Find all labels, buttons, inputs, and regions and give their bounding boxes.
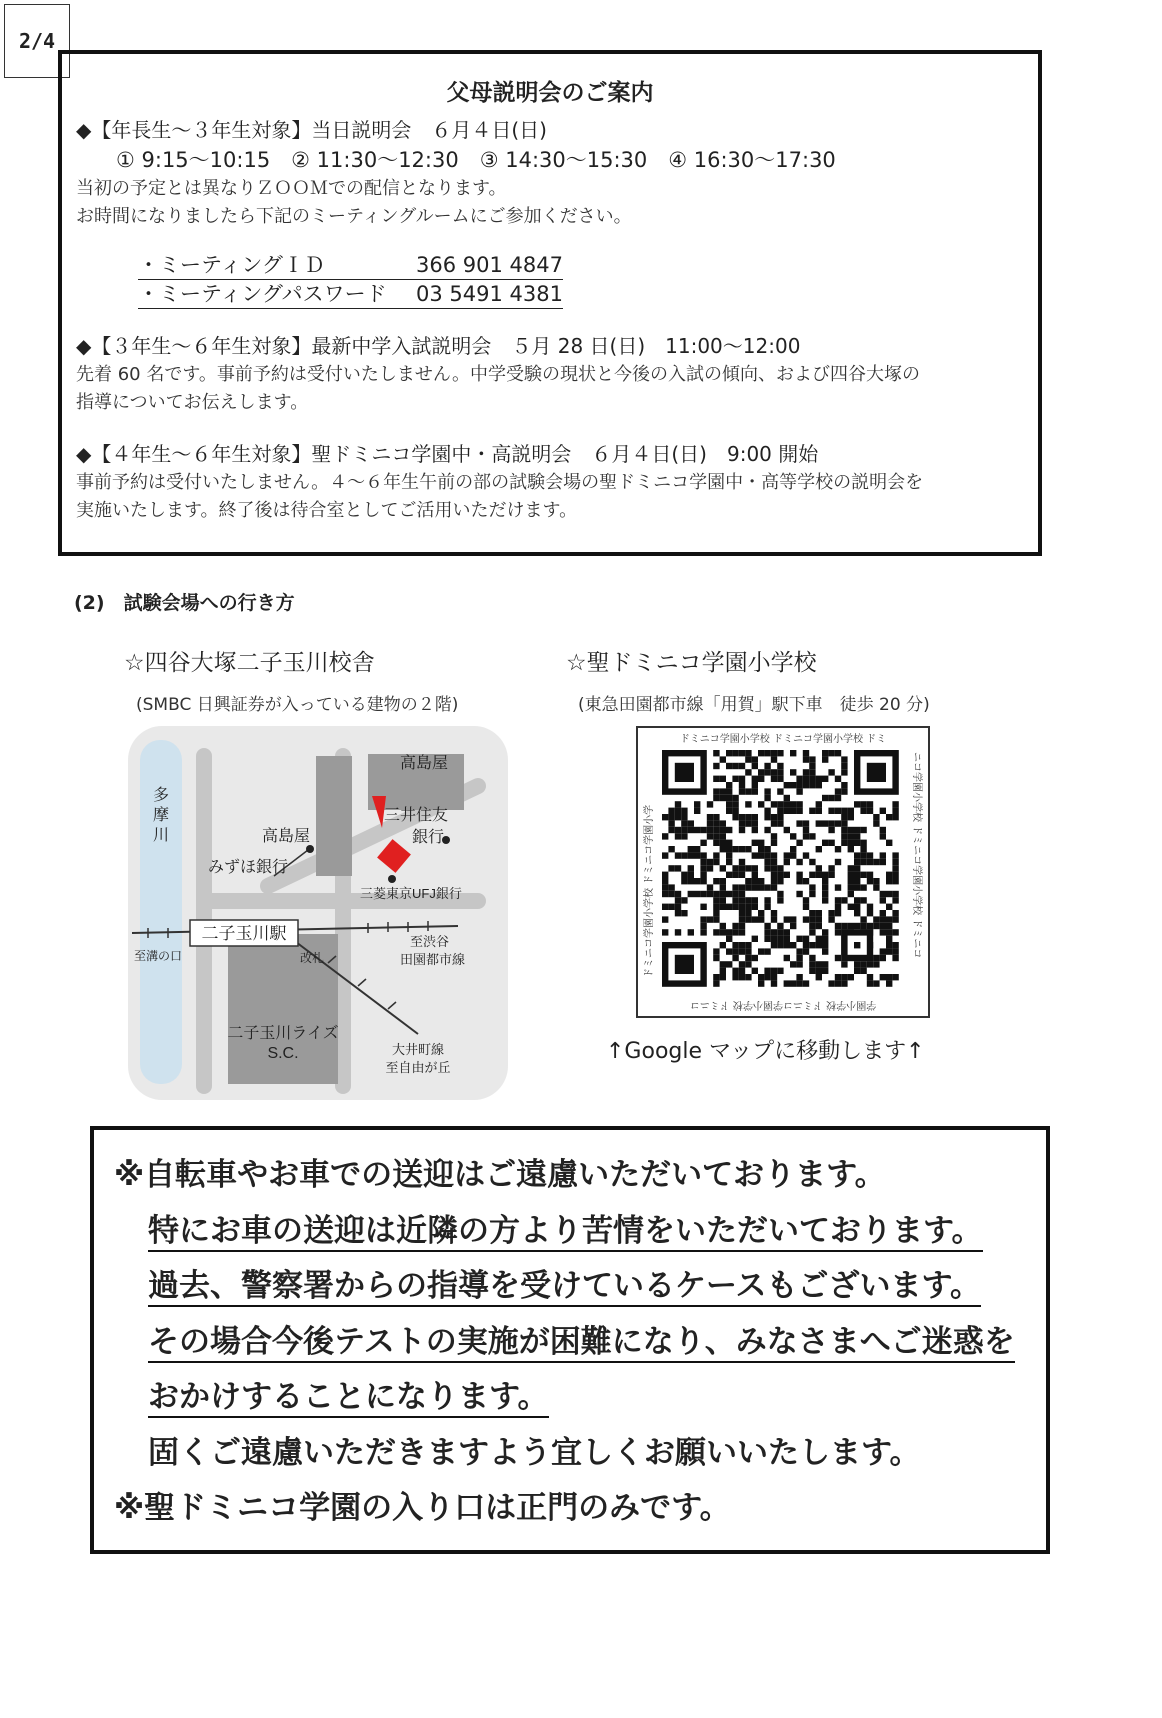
meeting-id-row — [138, 251, 563, 280]
page-number: 2/4 — [4, 4, 70, 78]
label-gate: 改札 — [300, 951, 325, 965]
notice-line2-wrap — [114, 1204, 1026, 1260]
yotsuya-title: ☆四谷大塚二子玉川校舎 — [124, 650, 375, 676]
notice-line6: 固くご遠慮いただきますよう宜しくお願いいたします。 — [148, 1434, 921, 1471]
label-to-mizonokuchi: 至溝の口 — [134, 949, 183, 963]
section3-line1: 事前予約は受付いたしません。４～６年生午前の部の試験会場の聖ドミニコ学園中・高等学校の説明会を — [76, 472, 924, 493]
google-maps-qr-frame[interactable] — [636, 726, 930, 1018]
meeting-password-value: 03 5491 4381 — [416, 282, 563, 306]
section2-heading: ◆【３年生～６年生対象】最新中学入試説明会 ５月 28 日(日) 11:00～12:00 — [76, 334, 801, 358]
qr-border-bottom: 学園小学校 ドミニコ学園小学校 ドミニコ — [689, 999, 877, 1010]
section1-heading: ◆【年長生～３年生対象】当日説明会 ６月４日(日) — [76, 118, 547, 142]
meeting-password-label: ・ミーティングパスワード — [138, 282, 387, 306]
label-to-jiyugaoka: 至自由が丘 — [385, 1060, 451, 1075]
qr-border-right: ニコ学園小学校 ドミニコ学園小学校 ドミニコ — [911, 752, 922, 959]
briefing-title: 父母説明会のご案内 — [446, 80, 654, 106]
label-takashimaya-top: 高島屋 — [399, 755, 449, 772]
qr-code[interactable] — [638, 728, 928, 1016]
notice-line4-wrap — [114, 1315, 1026, 1371]
zoom-meeting-info — [138, 251, 1024, 309]
dominic-title: ☆聖ドミニコ学園小学校 — [566, 650, 817, 676]
label-mizuho: みずほ銀行 — [208, 859, 289, 876]
notice-line7: ※聖ドミニコ学園の入り口は正門のみです。 — [114, 1490, 731, 1526]
meeting-id-value: 366 901 4847 — [416, 253, 563, 277]
meeting-id-label: ・ミーティングＩＤ — [138, 253, 325, 277]
river-label-3: 川 — [152, 827, 170, 844]
notice-line5-wrap — [114, 1370, 1026, 1426]
label-rise-1: 二子玉川ライズ — [227, 1025, 339, 1042]
label-takashimaya-left: 高島屋 — [261, 828, 311, 845]
section2-line2: 指導についてお伝えします。 — [76, 392, 309, 413]
notice-line2: 特にお車の送迎は近隣の方より苦情をいただいております。 — [148, 1213, 983, 1252]
pickup-notice-box — [90, 1126, 1050, 1554]
dominic-note: (東急田園都市線「用賀」駅下車 徒歩 20 分) — [578, 695, 930, 715]
qr-modules — [662, 750, 899, 987]
label-smbc-2: 銀行 — [412, 829, 445, 846]
mufg-marker — [388, 875, 396, 883]
notice-line5: おかけすることになります。 — [148, 1379, 549, 1418]
section1-times: ① 9:15～10:15 ② 11:30～12:30 ③ 14:30～15:30 ④ 16:30～17:30 — [116, 148, 836, 172]
section1-line2: お時間になりましたら下記のミーティングルームにご参加ください。 — [76, 206, 632, 227]
qr-border-top: ドミニコ学園小学校 ドミニコ学園小学校 ドミ — [679, 734, 887, 745]
label-rise-2: S.C. — [267, 1045, 299, 1062]
section3-line2: 実施いたします。終了後は待合室としてご活用いただけます。 — [76, 500, 578, 521]
section2-line1: 先着 60 名です。事前予約は受付いたしません。中学受験の現状と今後の入試の傾向、および四谷大塚の — [76, 364, 920, 385]
label-to-shibuya: 至渋谷 — [410, 934, 450, 949]
meeting-password-row — [138, 280, 563, 309]
river-label-1: 多 — [152, 787, 170, 804]
notice-line4: その場合今後テストの実施が困難になり、みなさまへご迷惑を — [148, 1324, 1015, 1363]
river-label-2: 摩 — [152, 807, 170, 824]
yotsuya-note: (SMBC 日興証券が入っている建物の２階) — [136, 695, 459, 715]
notice-line1: ※自転車やお車での送迎はご遠慮いただいております。 — [114, 1157, 886, 1193]
section1-line1: 当初の予定とは異なりＺＯＯＭでの配信となります。 — [76, 178, 507, 199]
qr-border-left: ドミニコ学園小学校 ドミニコ学園小学 — [644, 804, 655, 978]
label-oimachi: 大井町線 — [391, 1042, 445, 1057]
label-station: 二子玉川駅 — [201, 924, 287, 943]
notice-line3-wrap — [114, 1259, 1026, 1315]
section3-heading: ◆【４年生～６年生対象】聖ドミニコ学園中・高説明会 ６月４日(日) 9:00 開始 — [76, 442, 819, 466]
label-mufg: 三菱東京UFJ銀行 — [360, 886, 462, 901]
label-denentoshi: 田園都市線 — [400, 952, 466, 967]
mizuho-marker — [306, 845, 314, 853]
futako-tamagawa-map — [128, 726, 508, 1100]
qr-caption: ↑Google マップに移動します↑ — [606, 1039, 925, 1064]
notice-line3: 過去、警察署からの指導を受けているケースもございます。 — [148, 1268, 981, 1307]
label-smbc-1: 三井住友 — [384, 807, 449, 824]
building-mid — [316, 756, 352, 876]
access-heading: (2) 試験会場への行き方 — [74, 592, 295, 614]
parent-briefing-box — [58, 50, 1042, 556]
